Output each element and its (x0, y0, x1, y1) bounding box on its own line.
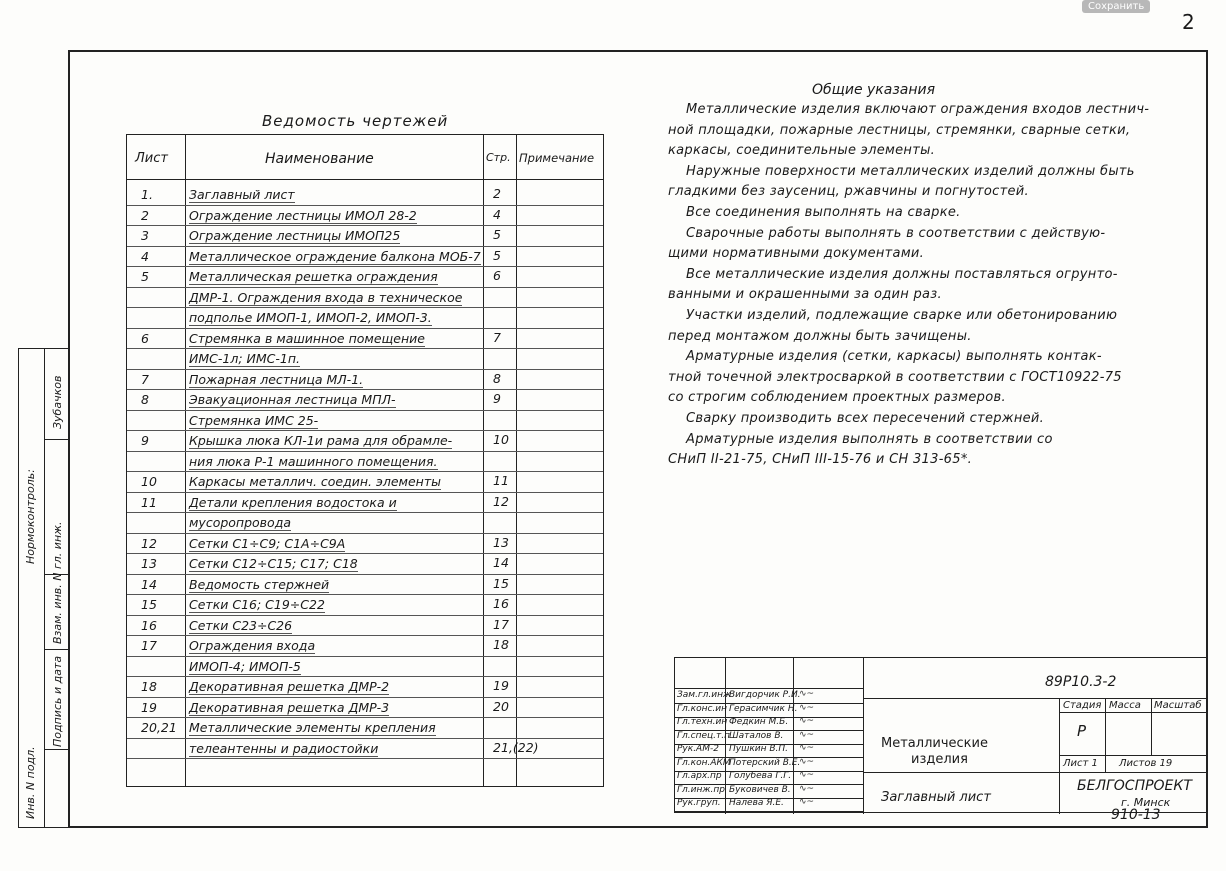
table-cell-page: 7 (493, 329, 501, 345)
side-stamp (44, 348, 70, 828)
stage-value: Р (1077, 722, 1087, 740)
signatory-name: Буковичев В. (729, 784, 791, 795)
signatory-name: Пушкин В.П. (729, 744, 789, 754)
table-cell-page: 14 (493, 555, 509, 570)
table-cell-name: Ограждение лестницы ИМОП25 (189, 228, 401, 243)
table-cell-name: Ограждение лестницы ИМОЛ 28-2 (189, 207, 417, 223)
note-line: со строгим соблюдением проектных размеров. (668, 390, 1006, 406)
gl-ing-label: гл. инж. (51, 521, 64, 569)
table-cell-sheet: 8 (141, 392, 149, 407)
table-cell-sheet: 4 (141, 248, 149, 264)
note-line: Все соединения выполнять на сварке. (686, 205, 961, 220)
header-sheet: Лист (135, 151, 168, 166)
note-line: Все металлические изделия должны поставляться огрунто- (686, 266, 1118, 282)
signature-scribble: ∿~ (799, 756, 815, 767)
signature-scribble: ∿~ (799, 702, 815, 713)
title-block (674, 657, 1208, 823)
signature-scribble: ∿~ (799, 716, 815, 726)
signatory-role: Рук.АМ-2 (677, 744, 719, 754)
note-line: Участки изделий, подлежащие сварке или обетонированию (686, 308, 1118, 323)
note-line: ной площадки, пожарные лестницы, стремянки, сварные сетки, (668, 122, 1131, 138)
note-line: ванными и окрашенными за один раз. (668, 287, 942, 303)
notes-title: Общие указания (812, 82, 936, 98)
signatory-name: Налева Я.Е. (729, 798, 784, 808)
signature-scribble: ∿~ (799, 689, 815, 699)
note-line: щими нормативными документами. (668, 246, 925, 262)
table-cell-name: мусоропровода (189, 515, 292, 530)
table-cell-name: Декоративная решетка ДМР-2 (189, 679, 390, 694)
note-line: Металлические изделия включают ограждения входов лестнич- (686, 102, 1150, 117)
mass-label: Масса (1109, 700, 1141, 711)
table-cell-name: Стремянка ИМС 25- (189, 412, 319, 428)
signatory-role: Гл.кон.АКМ (677, 757, 731, 768)
product-line1: Металлические (881, 736, 988, 751)
normocontrol-label: Нормоконтроль: (24, 469, 37, 564)
table-cell-page: 8 (493, 370, 501, 386)
signatory-role: Гл.спец.т.п (677, 730, 730, 741)
table-cell-name: Сетки С16; С19÷С22 (189, 597, 325, 612)
table-cell-page: 2 (493, 186, 501, 201)
header-page: Стр. (486, 151, 511, 164)
city: г. Минск (1121, 796, 1171, 809)
table-cell-page: 16 (493, 596, 509, 611)
note-line: перед монтажом должны быть зачищены. (668, 328, 972, 344)
note-line: Сварочные работы выполнять в соответствии с действую- (686, 225, 1106, 241)
signature-scribble: ∿~ (799, 783, 815, 794)
signatory-name: Вигдорчик Р.И. (729, 690, 801, 700)
note-line: Сварку производить всех пересечений стержней. (686, 411, 1045, 426)
table-cell-sheet: 13 (141, 556, 157, 571)
table-cell-page: 20 (493, 698, 509, 714)
table-cell-page: 5 (493, 247, 501, 263)
table-cell-page: 15 (493, 575, 509, 591)
table-cell-name: Металлическое ограждение балкона МОБ-7 (189, 248, 481, 264)
signatory-role: Рук.груп. (677, 798, 721, 808)
table-cell-name: Заглавный лист (189, 187, 295, 202)
table-cell-name: Детали крепления водостока и (189, 494, 397, 510)
table-cell-name: Пожарная лестница МЛ-1. (189, 371, 364, 387)
page-number: 2 (1182, 10, 1195, 34)
table-cell-sheet: 7 (141, 371, 149, 387)
normocontrol-name: Зубачков (51, 375, 64, 429)
note-line: гладкими без заусениц, ржавчины и погнутостей. (668, 184, 1029, 200)
sheets-label: Листов 19 (1119, 758, 1173, 769)
drawings-table (126, 134, 604, 787)
note-line: Арматурные изделия выполнять в соответствии со (686, 431, 1053, 447)
table-cell-name: ДМР-1. Ограждения входа в техническое (189, 289, 463, 305)
table-cell-sheet: 3 (141, 228, 149, 243)
table-cell-page: 11 (493, 473, 509, 488)
scale-label: Масштаб (1154, 700, 1202, 711)
header-note: Примечание (519, 151, 595, 165)
table-cell-name: Сетки С12÷С15; С17; С18 (189, 556, 358, 571)
table-cell-page: 18 (493, 637, 509, 652)
signatory-role: Гл.конс.ин (677, 703, 727, 714)
signatory-name: Потерский В.Е. (729, 757, 801, 768)
table-cell-name: Металлические элементы крепления (189, 720, 436, 735)
table-cell-page: 9 (493, 391, 501, 406)
product-line2: изделия (911, 752, 968, 767)
table-cell-sheet: 2 (141, 207, 149, 223)
header-name: Наименование (265, 151, 374, 167)
table-cell-name: Декоративная решетка ДМР-3 (189, 699, 390, 715)
table-cell-sheet: 15 (141, 597, 157, 612)
table-cell-page: 5 (493, 227, 501, 242)
signatory-name: Шаталов В. (729, 730, 784, 741)
table-cell-sheet: 18 (141, 679, 157, 694)
signatory-role: Зам.гл.инж (677, 690, 732, 700)
table-cell-name: Стремянка в машинное помещение (189, 330, 425, 346)
table-cell-sheet: 19 (141, 699, 157, 715)
table-cell-page: 12 (493, 493, 509, 509)
table-cell-sheet: 9 (141, 433, 149, 448)
note-line: каркасы, соединительные элементы. (668, 143, 936, 159)
table-cell-sheet: 14 (141, 576, 157, 592)
signatory-role: Гл.техн.ин (677, 717, 728, 727)
sheet-label: Лист 1 (1063, 758, 1098, 769)
table-cell-name: Сетки С23÷С26 (189, 617, 293, 633)
table-cell-sheet: 10 (141, 474, 157, 489)
signatory-name: Федкин М.Б. (729, 717, 789, 727)
side-stamp-outer (18, 348, 44, 828)
signatory-role: Гл.инж.пр (677, 784, 725, 795)
signature-scribble: ∿~ (799, 770, 815, 780)
table-cell-page: 6 (493, 268, 501, 283)
table-cell-sheet: 17 (141, 638, 157, 653)
table-cell-page: 17 (493, 616, 509, 632)
table-cell-sheet: 11 (141, 494, 157, 510)
table-cell-name: Эвакуационная лестница МПЛ- (189, 392, 396, 407)
signature-scribble: ∿~ (799, 729, 815, 740)
note-line: Наружные поверхности металлических изделий должны быть (686, 163, 1135, 179)
table-cell-sheet: 16 (141, 617, 157, 633)
table-cell-sheet: 20,21 (141, 720, 177, 735)
table-cell-name: ИМОП-4; ИМОП-5 (189, 658, 301, 674)
table-cell-page: 13 (493, 534, 509, 550)
table-cell-name: Металлическая решетка ограждения (189, 269, 438, 284)
podpis-data-label: Подпись и дата (51, 655, 64, 747)
table-cell-sheet: 5 (141, 269, 149, 284)
note-line: Арматурные изделия (сетки, каркасы) выполнять контак- (686, 349, 1102, 365)
signature-scribble: ∿~ (799, 743, 815, 753)
table-cell-sheet: 1. (141, 187, 153, 202)
inv-podl-label: Инв. N подл. (24, 746, 37, 819)
table-cell-page: 21,(22) (493, 739, 539, 755)
table-cell-name: ИМС-1л; ИМС-1п. (189, 351, 300, 366)
table-cell-page: 4 (493, 206, 501, 222)
table-cell-name: подполье ИМОП-1, ИМОП-2, ИМОП-3. (189, 310, 432, 325)
sheet-title: Заглавный лист (881, 790, 991, 805)
table-cell-sheet: 6 (141, 330, 149, 346)
table-cell-page: 10 (493, 432, 509, 447)
note-line: тной точечной электросваркой в соответствии с ГОСТ10922-75 (668, 369, 1122, 385)
table-title: Ведомость чертежей (262, 112, 449, 130)
table-cell-name: Крышка люка КЛ-1и рама для обрамле- (189, 433, 453, 448)
table-cell-name: Сетки С1÷С9; С1А÷С9А (189, 535, 346, 551)
table-cell-page: 19 (493, 678, 509, 693)
stage-label: Стадия (1063, 700, 1102, 711)
vzam-inv-label: Взам. инв. N (51, 572, 64, 644)
table-cell-name: телеантенны и радиостойки (189, 740, 379, 756)
signatory-role: Гл.арх.пр (677, 771, 722, 781)
table-cell-name: Ведомость стержней (189, 576, 330, 592)
doc-code: 89Р10.3-2 (1045, 674, 1117, 690)
table-cell-sheet: 12 (141, 535, 157, 551)
save-badge[interactable]: Сохранить (1082, 0, 1150, 13)
note-line: СНиП II-21-75, СНиП III-15-76 и СН 313-65*. (668, 452, 973, 468)
org-name: БЕЛГОСПРОЕКТ (1077, 778, 1192, 794)
table-cell-name: Каркасы металлич. соедин. элементы (189, 474, 441, 489)
table-cell-name: ния люка Р-1 машинного помещения. (189, 453, 438, 469)
table-cell-name: Ограждения входа (189, 638, 316, 653)
signature-scribble: ∿~ (799, 797, 815, 807)
signatory-name: Герасимчик Н. (729, 703, 798, 714)
signatory-name: Голубева Г.Г. (729, 771, 792, 781)
archive-number: 910-13 (1111, 807, 1161, 823)
